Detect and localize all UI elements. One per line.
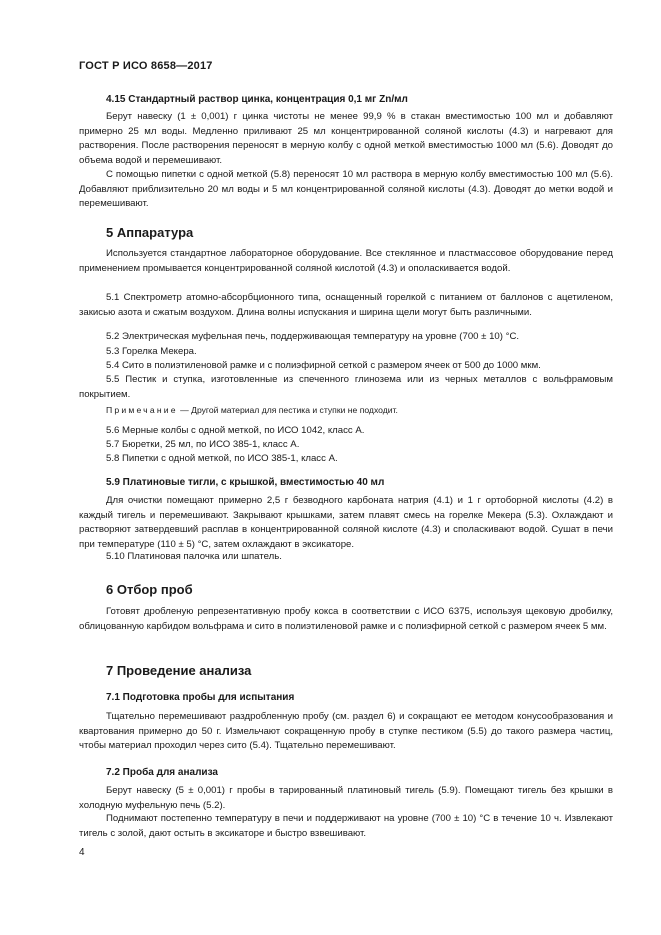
- paragraph: 5.4 Сито в полиэтиленовой рамке и с полиэфирной сеткой с размером ячеек от 500 до 1000 мкм.: [106, 360, 541, 371]
- paragraph: 5.5 Пестик и ступка, изготовленные из спеченного глинозема или из черных металлов с вольфрамовым покрытием.: [79, 374, 613, 400]
- page-number: 4: [79, 847, 85, 858]
- paragraph: 5.3 Горелка Мекера.: [106, 346, 197, 357]
- paragraph: 5.10 Платиновая палочка или шпатель.: [106, 551, 282, 562]
- paragraph: 5.1 Спектрометр атомно-абсорбционного типа, оснащенный горелкой с питанием от баллонов с ацетиленом, закисью азота и сжатым воздухом. Длина волны испускания и ширина щели могут быть различными.: [79, 292, 613, 318]
- section-5-title: 5 Аппаратура: [106, 225, 194, 240]
- paragraph: Берут навеску (1 ± 0,001) г цинка чистоты не менее 99,9 % в стакан вместимостью 100 мл и добавляют примерно 25 мл воды. Медленно приливают 25 мл концентрированной соляной кислоты (4.3) и нагревают для растворения. После растворения переносят в мерную колбу с одной меткой вместимостью 1000 мл (5.6). Доводят до объема водой и перемешивают.: [79, 111, 613, 166]
- paragraph: 5.8 Пипетки с одной меткой, по ИСО 385-1, класс А.: [106, 453, 338, 464]
- section-4-15-title: 4.15 Стандартный раствор цинка, концентрация 0,1 мг Zn/мл: [106, 94, 408, 105]
- paragraph: Поднимают постепенно температуру в печи и поддерживают на уровне (700 ± 10) °С в течение 10 ч. Извлекают тигель с золой, дают остыть в эксикаторе и быстро взвешивают.: [79, 813, 613, 839]
- section-6-title: 6 Отбор проб: [106, 582, 193, 597]
- document-header: ГОСТ Р ИСО 8658—2017: [79, 60, 213, 72]
- paragraph: С помощью пипетки с одной меткой (5.8) переносят 10 мл раствора в мерную колбу вместимостью 100 мл (5.6). Добавляют приблизительно 20 мл воды и 5 мл концентрированной соляной кислоты (4.3). Доводят до метки водой и перемешивают.: [79, 169, 613, 210]
- paragraph: Используется стандартное лабораторное оборудование. Все стеклянное и пластмассовое оборудование перед применением промывается концентрированной соляной кислотой (4.3) и ополаскивается водой.: [79, 248, 613, 274]
- paragraph: Для очистки помещают примерно 2,5 г безводного карбоната натрия (4.1) и 1 г ортоборной кислоты (4.2) в каждый тигель и перемешивают. Закрывают крышками, затем плавят смесь на горелке Мекера (5.3). Охлаждают и растворяют затвердевший расплав в концентрированной соляной кислоте (4.3) и споласкивают водой. Сушат в печи при температуре (110 ± 5) °С, затем охлаждают в эксикаторе.: [79, 495, 613, 550]
- section-7-2-title: 7.2 Проба для анализа: [106, 767, 218, 778]
- paragraph: Тщательно перемешивают раздробленную пробу (см. раздел 6) и сокращают ее методом конусообразования и квартования примерно до 50 г. Измельчают сокращенную пробу в ступке пестиком (5.5) до такого размера частиц, чтобы материал проходил через сито (5.4). Тщательно перемешивают.: [79, 711, 613, 752]
- section-7-1-title: 7.1 Подготовка пробы для испытания: [106, 692, 295, 703]
- note: [106, 405, 398, 415]
- note-label: Примечание: [106, 405, 178, 415]
- paragraph: Берут навеску (5 ± 0,001) г пробы в тарированный платиновый тигель (5.9). Помещают тигель без крышки в холодную муфельную печь (5.2).: [79, 785, 613, 811]
- paragraph: 5.2 Электрическая муфельная печь, поддерживающая температуру на уровне (700 ± 10) °С.: [106, 331, 520, 342]
- note-text: — Другой материал для пестика и ступки не подходит.: [177, 405, 398, 415]
- paragraph: Готовят дробленую репрезентативную пробу кокса в соответствии с ИСО 6375, используя щековую дробилку, облицованную карбидом вольфрама и сито в полиэтиленовой рамке и с полиэфирной сеткой с размером ячеек 5 мм.: [79, 606, 613, 632]
- section-7-title: 7 Проведение анализа: [106, 663, 252, 678]
- section-5-9-title: 5.9 Платиновые тигли, с крышкой, вместимостью 40 мл: [106, 477, 385, 488]
- paragraph: 5.6 Мерные колбы с одной меткой, по ИСО 1042, класс А.: [106, 425, 365, 436]
- paragraph: 5.7 Бюретки, 25 мл, по ИСО 385-1, класс А.: [106, 439, 300, 450]
